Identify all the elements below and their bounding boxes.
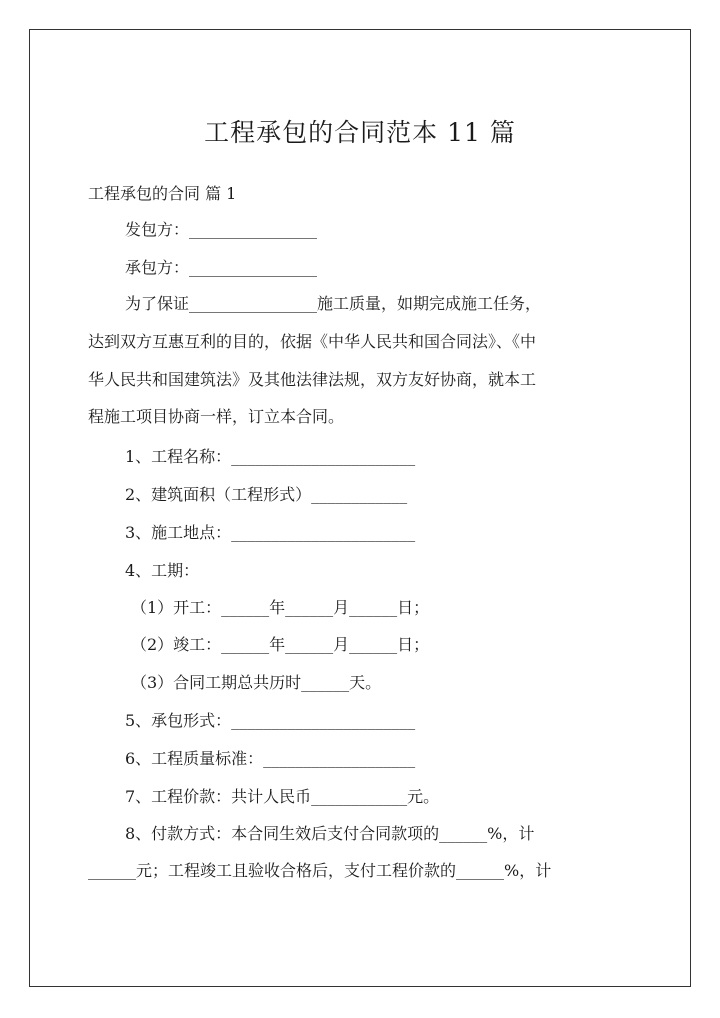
paragraph-line: 华人民共和国建筑法》及其他法律法规，双方友好协商，就本工 bbox=[88, 370, 537, 389]
clause-contract-form: 5、承包形式：_______________________ bbox=[125, 711, 416, 730]
clause-end-date: （2）竣工：______年______月______日； bbox=[131, 635, 430, 654]
clause-total-days: （3）合同工期总共历时______天。 bbox=[131, 673, 382, 692]
clause-duration: 4、工期： bbox=[125, 561, 200, 580]
clause-payment-continued: ______元；工程竣工且验收合格后，支付工程价款的______%，计 bbox=[88, 861, 552, 880]
clause-quality-standard: 6、工程质量标准：___________________ bbox=[125, 749, 416, 768]
clause-start-date: （1）开工：______年______月______日； bbox=[131, 598, 430, 617]
section-heading: 工程承包的合同 篇 1 bbox=[88, 184, 237, 203]
clause-payment: 8、付款方式：本合同生效后支付合同款项的______%，计 bbox=[125, 824, 535, 843]
party-b-line: 承包方：________________ bbox=[125, 258, 318, 277]
clause-price: 7、工程价款：共计人民币____________元。 bbox=[125, 787, 440, 806]
party-a-line: 发包方：________________ bbox=[125, 220, 318, 239]
document-title: 工程承包的合同范本 11 篇 bbox=[204, 118, 516, 147]
paragraph-line: 为了保证________________施工质量，如期完成施工任务， bbox=[125, 294, 542, 313]
paragraph-line: 程施工项目协商一样，订立本合同。 bbox=[88, 407, 345, 426]
clause-location: 3、施工地点：_______________________ bbox=[125, 523, 416, 542]
clause-building-area: 2、建筑面积（工程形式）____________ bbox=[125, 485, 408, 504]
paragraph-line: 达到双方互惠互利的目的，依据《中华人民共和国合同法》、《中 bbox=[88, 332, 537, 351]
clause-project-name: 1、工程名称：_______________________ bbox=[125, 447, 416, 466]
